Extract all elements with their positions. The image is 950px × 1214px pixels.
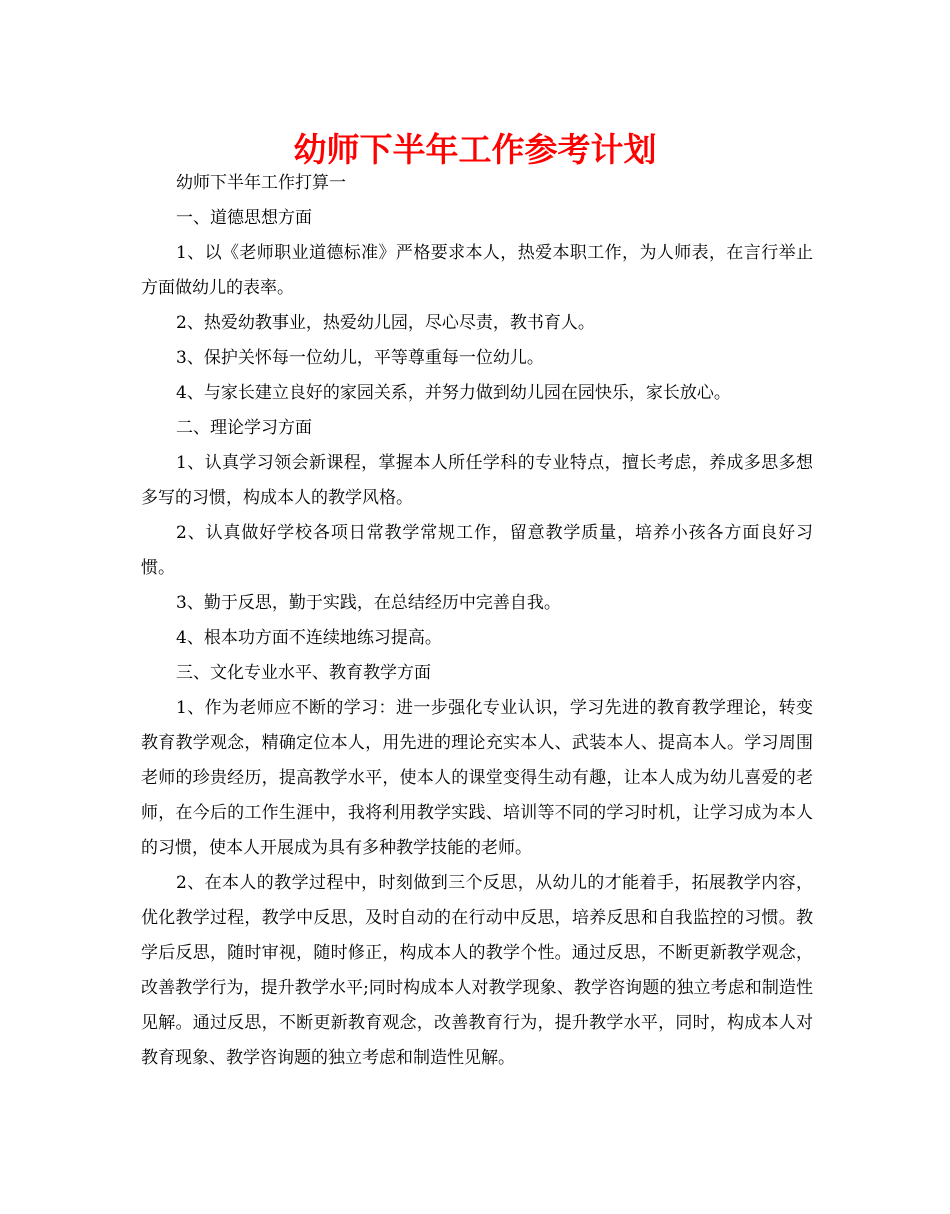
- paragraph: 4、与家长建立良好的家园关系，并努力做到幼儿园在园快乐，家长放心。: [176, 383, 731, 403]
- document-title: 幼师下半年工作参考计划: [293, 130, 657, 169]
- paragraph: 3、保护关怀每一位幼儿，平等尊重每一位幼儿。: [176, 348, 544, 368]
- document-body: [141, 166, 813, 1076]
- paragraph: 3、勤于反思，勤于实践，在总结经历中完善自我。: [176, 593, 561, 613]
- paragraph: 1、以《老师职业道德标准》严格要求本人，热爱本职工作，为人师表，在言行举止方面做幼儿的表率。: [141, 243, 813, 298]
- paragraph: 2、认真做好学校各项日常教学常规工作，留意教学质量，培养小孩各方面良好习惯。: [141, 523, 813, 578]
- paragraph: 2、热爱幼教事业，热爱幼儿园，尽心尽责，教书育人。: [176, 313, 595, 333]
- paragraph: 2、在本人的教学过程中，时刻做到三个反思，从幼儿的才能着手，拓展教学内容，优化教学过程，教学中反思，及时自动的在行动中反思，培养反思和自我监控的习惯。教学后反思，随时审视，随时修正，构成本人的教学个性。通过反思，不断更新教学观念，改善教学行为，提升教学水平;同时构成本人对教学现象、教学咨询题的独立考虑和制造性见解。通过反思，不断更新教育观念，改善教育行为，提升教学水平，同时，构成本人对教育现象、教学咨询题的独立考虑和制造性见解。: [141, 873, 813, 1068]
- paragraph: 4、根本功方面不连续地练习提高。: [176, 628, 442, 648]
- section-heading: 三、文化专业水平、教育教学方面: [176, 663, 431, 683]
- paragraph: 幼师下半年工作打算一: [176, 173, 346, 193]
- section-heading: 二、理论学习方面: [176, 418, 312, 438]
- paragraph: 1、认真学习领会新课程，掌握本人所任学科的专业特点，擅长考虑，养成多思多想多写的习惯，构成本人的教学风格。: [141, 453, 813, 508]
- section-heading: 一、道德思想方面: [176, 208, 312, 228]
- paragraph: 1、作为老师应不断的学习：进一步强化专业认识，学习先进的教育教学理论，转变教育教学观念，精确定位本人，用先进的理论充实本人、武装本人、提高本人。学习周围老师的珍贵经历，提高教学水平，使本人的课堂变得生动有趣，让本人成为幼儿喜爱的老师，在今后的工作生涯中，我将利用教学实践、培训等不同的学习时机，让学习成为本人的习惯，使本人开展成为具有多种教学技能的老师。: [141, 698, 813, 858]
